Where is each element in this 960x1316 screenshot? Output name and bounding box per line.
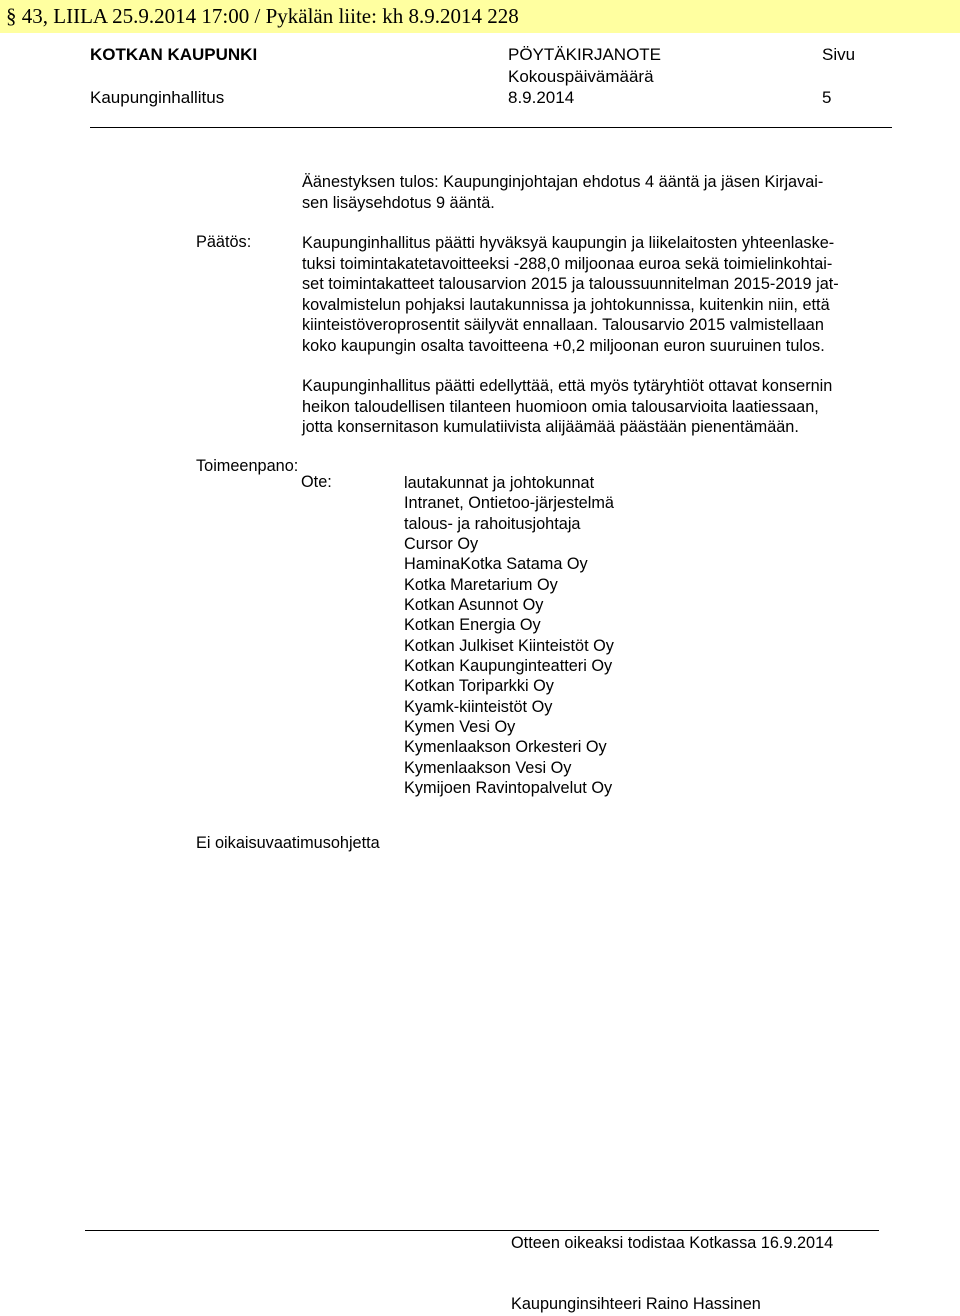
page-number: 5 — [822, 88, 832, 107]
header-divider — [90, 127, 892, 128]
vote-result — [302, 172, 823, 213]
date-label: Kokouspäivämäärä — [508, 67, 654, 86]
no-appeal-note: Ei oikaisuvaatimusohjetta — [196, 834, 380, 852]
recipient-list — [404, 473, 614, 799]
list-item: Kotkan Julkiset Kiinteistöt Oy — [404, 636, 614, 655]
list-item: Kymenlaakson Orkesteri Oy — [404, 738, 607, 757]
list-item: Kotkan Kaupunginteatteri Oy — [404, 657, 613, 676]
implementation-label: Toimeenpano: — [196, 457, 299, 475]
page-label: Sivu — [822, 45, 856, 64]
text-line: koko kaupungin osalta tavoitteena +0,2 miljoonan euron suuruinen tulos. — [302, 336, 825, 355]
list-item: HaminaKotka Satama Oy — [404, 555, 588, 574]
list-item: Kymenlaakson Vesi Oy — [404, 758, 572, 777]
text-line: Äänestyksen tulos: Kaupunginjohtajan ehdotus 4 ääntä ja jäsen Kirjavai- — [302, 173, 824, 191]
list-item: Kotkan Asunnot Oy — [404, 596, 544, 615]
text-line: Kaupunginhallitus päätti hyväksyä kaupungin ja liikelaitosten yhteenlaske- — [302, 234, 835, 252]
text-line: kiinteistöveroprosentit säilyvät ennallaan. Talousarvio 2015 valmistellaan — [302, 316, 824, 334]
decision-label: Päätös: — [196, 233, 252, 251]
list-item: Cursor Oy — [404, 535, 479, 554]
text-line: jotta konsernitason kumulatiivista alijäämää päästään pienentämään. — [302, 418, 799, 436]
text-line: tuksi toimintakatetavoitteeksi -288,0 miljoonaa euroa sekä toimielinkohtai- — [302, 254, 833, 273]
list-item: Kotka Maretarium Oy — [404, 575, 558, 594]
meeting-date: 8.9.2014 — [508, 88, 575, 107]
text-line: kovalmistelun pohjaksi lautakunnissa ja johtokunnissa, kuitenkin niin, että — [302, 295, 830, 314]
list-item: Kotkan Energia Oy — [404, 616, 541, 635]
text-line: Kaupunginhallitus päätti edellyttää, että myös tytäryhtiöt ottavat konsernin — [302, 377, 833, 395]
top-banner-text: § 43, LIILA 25.9.2014 17:00 / Pykälän liite: kh 8.9.2014 228 — [6, 4, 519, 28]
list-item: Kymen Vesi Oy — [404, 718, 516, 737]
signer-text: Kaupunginsihteeri Raino Hassinen — [511, 1295, 761, 1313]
footer-divider — [85, 1230, 879, 1231]
list-item: Kotkan Toriparkki Oy — [404, 677, 554, 696]
decision-paragraph-1 — [302, 233, 839, 356]
list-item: Kymijoen Ravintopalvelut Oy — [404, 779, 613, 798]
body-name: Kaupunginhallitus — [90, 88, 225, 107]
extract-label: Ote: — [301, 473, 332, 491]
org-name: KOTKAN KAUPUNKI — [90, 45, 258, 64]
text-line: heikon taloudellisen tilanteen huomioon omia talousarvioita laatiessaan, — [302, 397, 819, 416]
text-line: set toimintakatteet talousarvion 2015 ja taloussuunnitelman 2015-2019 jat- — [302, 275, 839, 293]
list-item: Intranet, Ontietoo-järjestelmä — [404, 494, 614, 513]
list-item: lautakunnat ja johtokunnat — [404, 474, 595, 492]
decision-paragraph-2 — [302, 376, 832, 438]
doc-type: PÖYTÄKIRJANOTE — [508, 45, 662, 64]
certification-text: Otteen oikeaksi todistaa Kotkassa 16.9.2014 — [511, 1234, 834, 1252]
text-line: sen lisäysehdotus 9 ääntä. — [302, 193, 495, 212]
list-item: talous- ja rahoitusjohtaja — [404, 514, 581, 533]
list-item: Kyamk-kiinteistöt Oy — [404, 697, 553, 716]
top-banner — [0, 0, 960, 33]
